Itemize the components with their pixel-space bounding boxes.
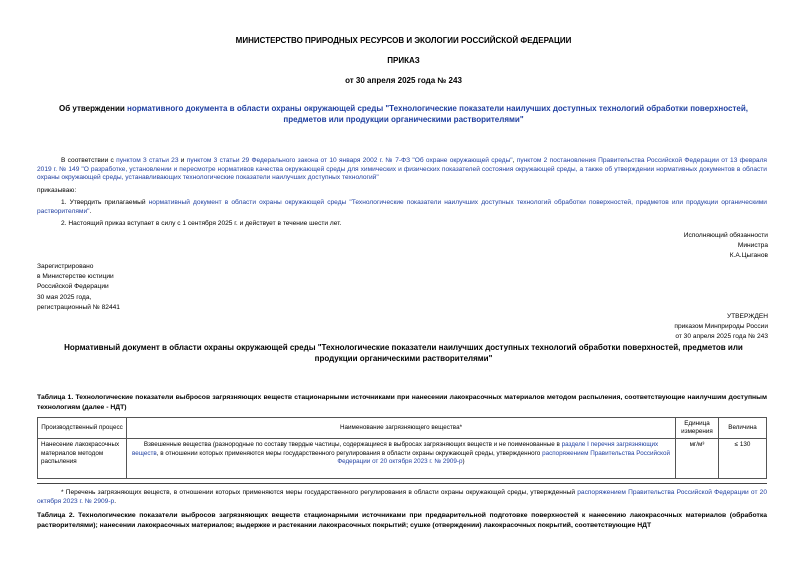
footnote	[37, 489, 767, 506]
approved-line: приказом Минприроды России	[674, 323, 768, 331]
item-1-text: .	[89, 207, 92, 215]
col-header-value: Величина	[719, 418, 767, 439]
preamble	[37, 157, 767, 183]
registration-line: Зарегистрировано	[37, 263, 94, 270]
order-title-prefix: Об утверждении	[59, 104, 127, 113]
approved-line: от 30 апреля 2025 года № 243	[675, 333, 768, 341]
table-row	[38, 439, 767, 479]
order-title-link[interactable]: нормативного документа в области охраны окружающей среды "Технологические показатели наилучших доступных технологий обработки поверхностей, предметов или продукции органическими растворителями"	[127, 104, 748, 124]
table-2-caption: Таблица 2. Технологические показатели выбросов загрязняющих веществ стационарными источниками при предварительной подготовке поверхностей к нанесению лакокрасочных материалов (обработка растворителями); нанесении лакокрасочных материалов; выдержке и растекании лакокрасочных покрытий; сушке (отверждении) лакокрасочных покрытий, соответствующие НДТ	[37, 512, 767, 529]
cell-substance	[127, 439, 676, 479]
ministry-heading: МИНИСТЕРСТВО ПРИРОДНЫХ РЕСУРСОВ И ЭКОЛОГИИ РОССИЙСКОЙ ФЕДЕРАЦИИ	[235, 36, 572, 45]
col-header-process: Производственный процесс	[38, 418, 127, 439]
normative-doc-link[interactable]: нормативный документ в области охраны окружающей среды "Технологические показатели наилучших доступных технологий обработки поверхностей, предметов или продукции органическими растворителями"	[37, 199, 767, 215]
col-header-unit: Единица измерения	[676, 418, 719, 439]
resolution-link[interactable]: пунктом 2 постановления Правительства Российской Федерации от 13 февраля 2019 г. № 149 "О разработке, установлении и пересмотре нормативов качества окружающей среды для химических и физических показателей состояния окружающей среды, а также об утверждении нормативных документов в области охраны окружающей среды, устанавливающих технологические показатели наилучших доступных технологий"	[37, 157, 767, 182]
signature-line: К.А.Цыганов	[729, 252, 768, 260]
cell-process: Нанесение лакокрасочных материалов методом распыления	[38, 439, 127, 479]
preamble-text: В соответствии с	[61, 157, 117, 164]
footnote-text: .	[114, 497, 117, 505]
signature-block	[500, 231, 768, 262]
footnote-link[interactable]: распоряжением Правительства Российской Федерации от 20 октября 2023 г. № 2909-р	[37, 489, 768, 505]
doc-type: ПРИКАЗ	[387, 56, 420, 65]
cell-unit: мг/м³	[676, 439, 719, 479]
table-1	[37, 417, 767, 479]
registration-line: 30 мая 2025 года,	[37, 293, 92, 301]
order-date-number: от 30 апреля 2025 года № 243	[345, 76, 462, 85]
order-title	[37, 104, 770, 126]
signature-line: Исполняющий обязанности	[683, 232, 768, 239]
table-1-caption: Таблица 1. Технологические показатели выбросов загрязняющих веществ стационарными источниками при нанесении лакокрасочных материалов методом распыления, соответствующие наилучшим доступным технологиям (далее - НДТ)	[37, 394, 767, 411]
registration-line: в Министерстве юстиции	[37, 273, 114, 281]
pollutant-list-link[interactable]: разделе I перечня загрязняющих веществ	[131, 441, 659, 457]
normative-doc-title: Нормативный документ в области охраны окружающей среды "Технологические показатели наилучших доступных технологий обработки поверхностей, предметов или продукции органическими растворителями"	[64, 343, 743, 363]
preamble-text: и	[178, 157, 187, 164]
item-2: 2. Настоящий приказ вступает в силу с 1 сентября 2025 г. и действует в течение шести лет.	[61, 220, 342, 227]
footnote-divider	[37, 483, 767, 484]
cell-text: , в отношении которых применяются меры государственного регулирования в области охраны окружающей среды, утвержденного	[156, 449, 543, 457]
registration-line: регистрационный № 82441	[37, 303, 120, 311]
col-header-substance: Наименование загрязняющего вещества*	[127, 418, 676, 439]
approved-block	[500, 312, 768, 343]
government-order-link[interactable]: распоряжением Правительства Российской Федерации от 20 октября 2023 г. № 2909-р	[337, 449, 671, 465]
item-1	[37, 199, 767, 216]
cell-value: ≤ 130	[719, 439, 767, 479]
signature-line: Министра	[737, 242, 768, 250]
law-link-art23[interactable]: пунктом 3 статьи 23	[116, 157, 179, 164]
item-1-text: 1. Утвердить прилагаемый	[61, 199, 149, 206]
approved-line: УТВЕРЖДЕН	[726, 313, 768, 320]
order-word: приказываю:	[37, 187, 77, 194]
preamble-text: ,	[512, 157, 517, 164]
registration-line: Российской Федерации	[37, 283, 109, 291]
registration-block	[37, 262, 287, 313]
law-link-art29[interactable]: пунктом 3 статьи 29 Федерального закона от 10 января 2002 г. № 7-ФЗ "Об охране окружающей среды"	[186, 157, 513, 164]
cell-text: Взвешенные вещества (разнородные по составу твердые частицы, содержащиеся в выбросах загрязняющих веществ и не поименованные в	[143, 441, 562, 449]
cell-text: )	[462, 457, 465, 465]
footnote-text: * Перечень загрязняющих веществ, в отношении которых применяются меры государственного регулирования в области охраны окружающей среды, утвержденный	[61, 489, 578, 496]
table-header-row	[38, 418, 767, 439]
